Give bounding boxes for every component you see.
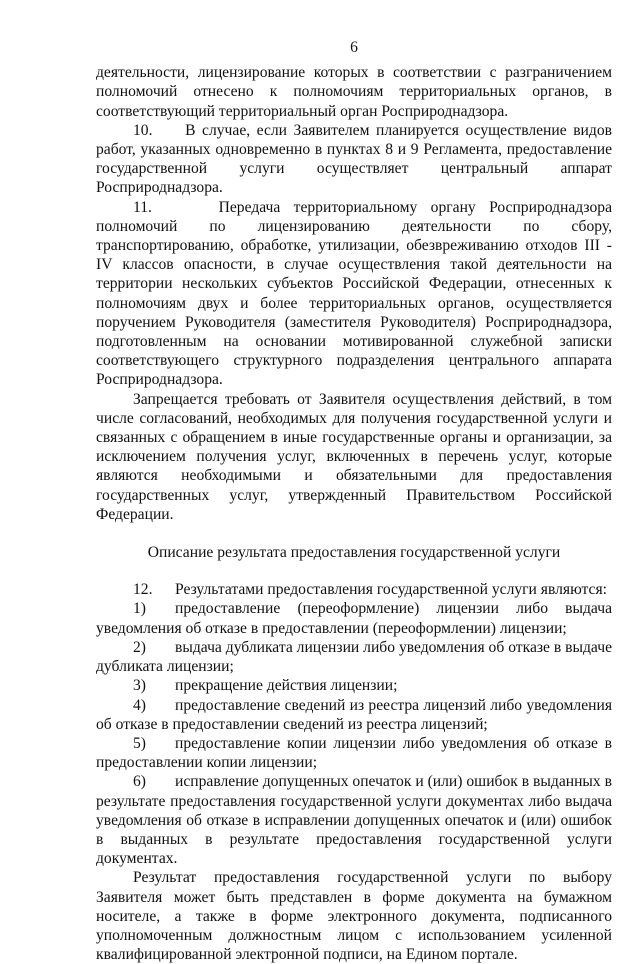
- clause-12-number: 12.: [133, 581, 153, 599]
- list-item: [96, 772, 612, 868]
- list-item: [96, 599, 612, 637]
- list-item-text: прекращение действия лицензии;: [175, 677, 398, 695]
- paragraph-11-number: 11.: [133, 198, 152, 216]
- list-item-number: 2): [133, 638, 146, 656]
- paragraph-11: [96, 198, 612, 390]
- document-page: [96, 38, 612, 964]
- list-item-number: 6): [133, 773, 146, 791]
- list-item: [96, 696, 612, 734]
- list-item-text: предоставление (переоформление) лицензии либо выдача уведомления об отказе в предоставлении (переоформлении) лицензии;: [96, 600, 612, 637]
- closing-paragraph: Результат предоставления государственной услуги по выбору Заявителя может быть представлен в форме документа на бумажном носителе, а также в форме электронного документа, подписанного уполномоченным должностным лицом с использованием усиленной квалифицированной электронной подписи, на Едином портале.: [96, 869, 612, 964]
- list-item-number: 1): [133, 600, 146, 618]
- list-item-number: 4): [133, 696, 146, 714]
- list-item-text: исправление допущенных опечаток и (или) ошибок в выданных в результате предоставления государственной услуги документах либо выдача уведомления об отказе в исправлении допущенных опечаток и (или) ошибок в выданных в результате предоставления государственной услуги документах.: [96, 773, 612, 868]
- paragraph-continuation: деятельности, лицензирование которых в соответствии с разграничением полномочий отнесено к полномочиям территориальных органов, в соответствующий территориальный орган Росприроднадзора.: [96, 64, 612, 120]
- list-item: [96, 638, 612, 676]
- list-item: [96, 734, 612, 772]
- paragraph-10: [96, 121, 612, 198]
- page-number: 6: [350, 39, 358, 56]
- list-item-number: 5): [133, 734, 146, 752]
- section-heading: Описание результата предоставления государственной услуги: [147, 544, 561, 562]
- list-item: [96, 676, 612, 695]
- clause-12-intro-text: Результатами предоставления государственной услуги являются:: [175, 581, 607, 599]
- list-item-text: предоставление копии лицензии либо уведомления об отказе в предоставлении копии лицензии;: [96, 734, 612, 772]
- list-item-number: 3): [133, 677, 146, 695]
- list-item-text: выдача дубликата лицензии либо уведомления об отказе в выдаче дубликата лицензии;: [96, 638, 612, 676]
- list-item-text: предоставление сведений из реестра лицензий либо уведомления об отказе в предоставлении сведений из реестра лицензий;: [96, 696, 612, 733]
- paragraph-prohibition: Запрещается требовать от Заявителя осуществления действий, в том числе согласований, необходимых для получения государственной услуги и связанных с обращением в иные государственные органы и организации, за исключением получения услуг, включенных в перечень услуг, которые являются необходимыми и обязательными для предоставления государственных услуг, утвержденный Правительством Российской Федерации.: [96, 390, 612, 523]
- paragraph-10-number: 10.: [133, 121, 153, 139]
- paragraph-11-text: Передача территориальному органу Росприроднадзора полномочий по лицензированию деятельности по сбору, транспортированию, обработке, утилизации, обезвреживанию отходов III - IV классов опасности, в случае осуществления такой деятельности на территории нескольких субъектов Российской Федерации, отнесенных к полномочиям двух и более территориальных органов, осуществляется поручением Руководителя (заместителя Руководителя) Росприроднадзора, подготовленным на основании мотивированной служебной записки соответствующего структурного подразделения центрального аппарата Росприроднадзора.: [96, 198, 612, 389]
- paragraph-10-text: В случае, если Заявителем планируется осуществление видов работ, указанных одновременно в пунктах 8 и 9 Регламента, предоставление государственной услуги осуществляет центральный аппарат Росприроднадзора.: [96, 121, 612, 197]
- clause-12-intro: [96, 580, 612, 599]
